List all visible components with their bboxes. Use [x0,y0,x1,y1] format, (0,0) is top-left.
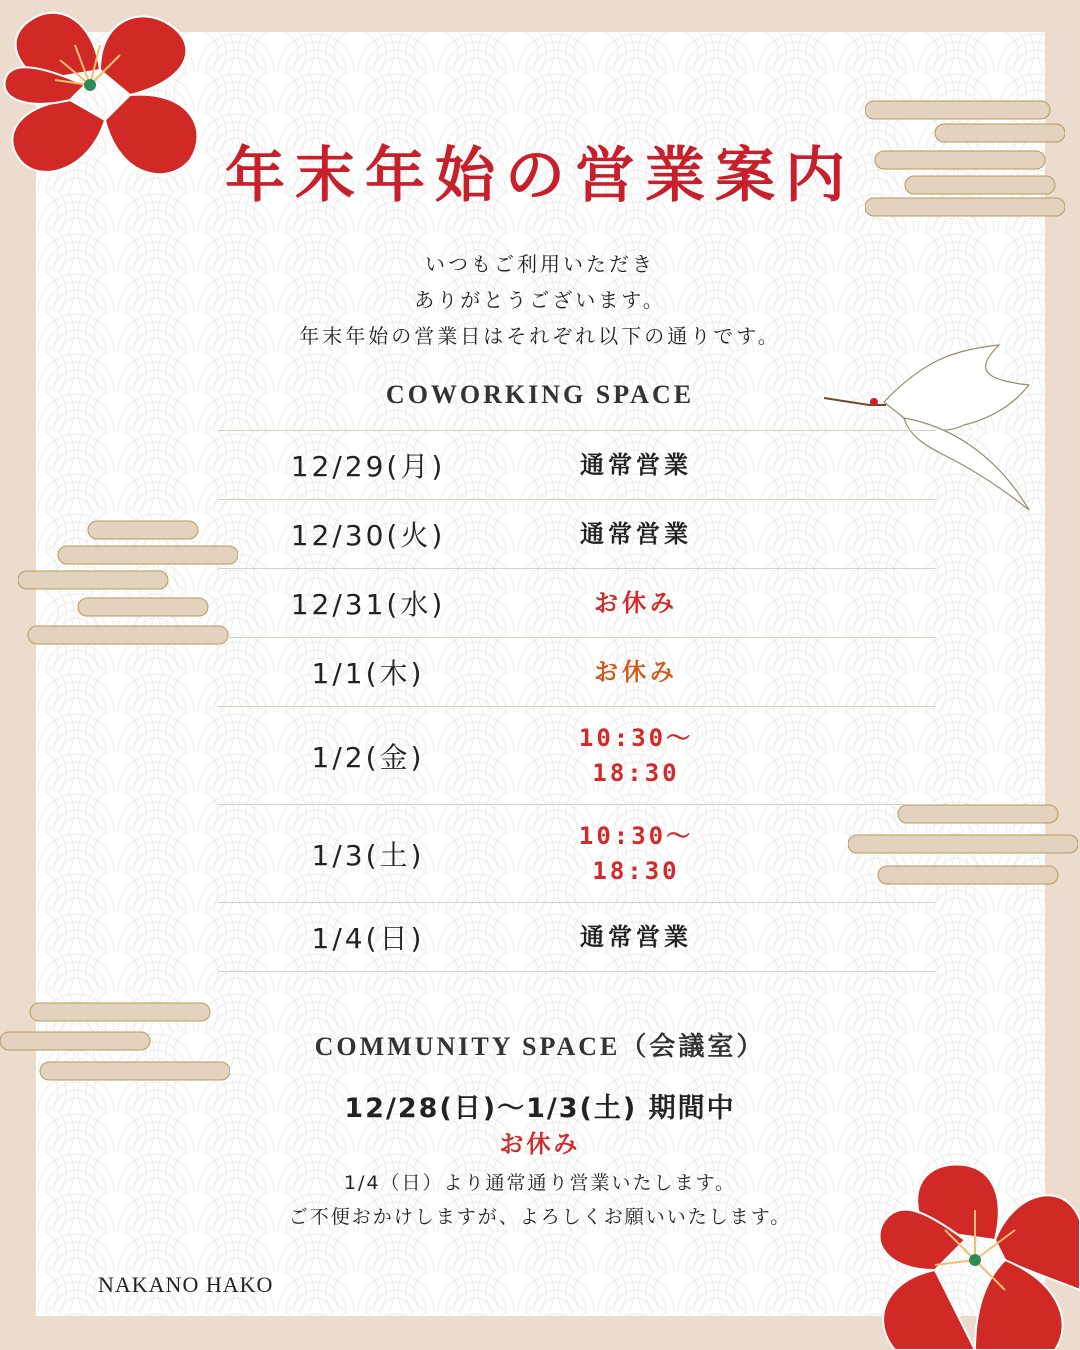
hours-start: 10:30〜 [578,723,694,752]
brand-name: NAKANO HAKO [98,1272,274,1297]
schedule-date: 12/30(火) [290,519,446,552]
intro-text [0,246,1080,354]
hours-end: 18:30 [592,758,680,787]
intro-line: 年末年始の営業日はそれぞれ以下の通りです。 [299,324,781,348]
closing-notes [0,1166,1080,1234]
schedule-hours [518,721,754,791]
coworking-heading: COWORKING SPACE [385,380,695,409]
community-closed-label: お休み [499,1130,581,1158]
community-heading: COMMUNITY SPACE（会議室） [314,1032,766,1061]
intro-line: いつもご利用いただき [425,252,655,276]
intro-line: ありがとうございます。 [414,288,666,312]
cloud-pattern-icon [18,516,238,656]
schedule-status: お休み [594,657,678,686]
community-period: 12/28(日)〜1/3(土) 期間中 [344,1093,736,1124]
schedule-row [218,706,936,804]
note-line: ご不便おかけしますが、よろしくお願いいたします。 [288,1206,792,1228]
schedule-hours [518,819,754,889]
schedule-status: 通常営業 [580,922,692,951]
schedule-date: 1/4(日) [311,922,425,955]
schedule-row [218,902,936,972]
schedule-status: 通常営業 [580,519,692,548]
schedule-date: 1/2(金) [311,740,425,774]
hours-start: 10:30〜 [578,821,694,850]
schedule-date: 1/3(土) [311,838,425,872]
schedule-row [218,568,936,637]
schedule-status: お休み [594,588,678,617]
schedule-row [218,804,936,902]
schedule-date: 12/31(水) [290,588,446,621]
schedule-date: 12/29(月) [290,450,446,483]
schedule-row [218,430,936,499]
schedule-row [218,499,936,568]
hours-end: 18:30 [592,856,680,885]
page-title: 年末年始の営業案内 [225,141,855,211]
note-line: 1/4（日）より通常通り営業いたします。 [343,1172,737,1194]
schedule-status: 通常営業 [580,450,692,479]
schedule-date: 1/1(木) [311,657,425,690]
coworking-schedule-table [218,430,936,972]
schedule-row [218,637,936,706]
